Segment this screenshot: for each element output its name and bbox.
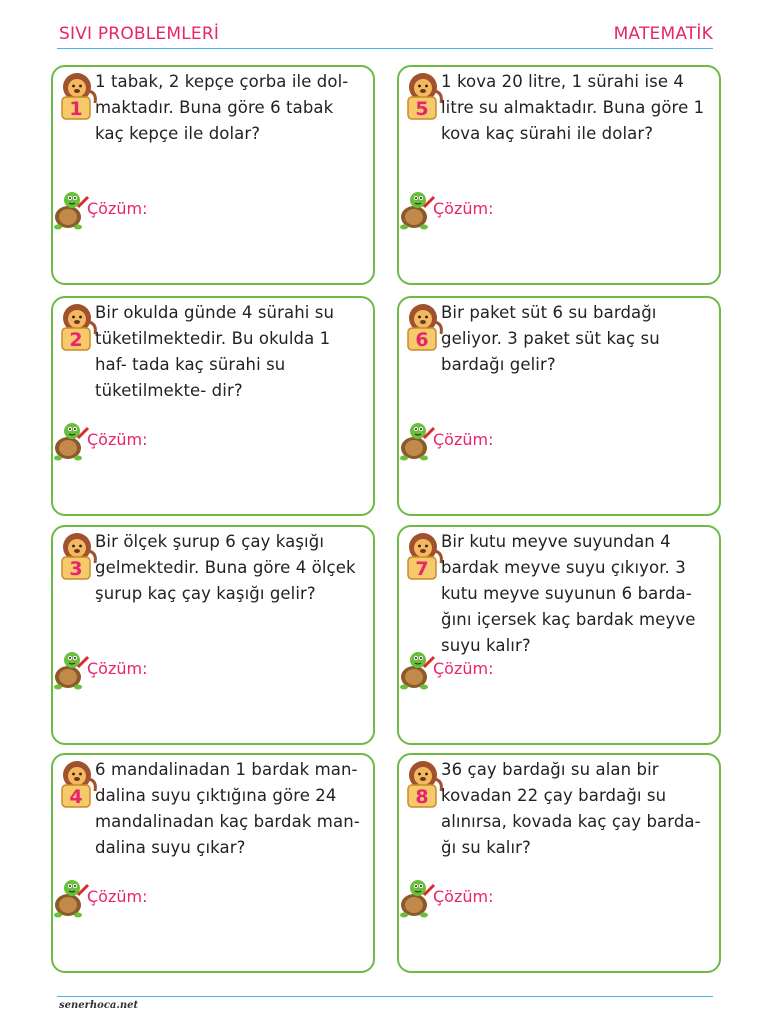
turtle-icon bbox=[50, 420, 90, 464]
problem-number: 2 bbox=[69, 329, 83, 351]
lion-number-icon bbox=[405, 759, 445, 809]
turtle-icon bbox=[396, 189, 436, 233]
lion-number-icon bbox=[405, 531, 445, 581]
header-title: SIVI PROBLEMLERİ bbox=[59, 24, 220, 44]
problem-number: 6 bbox=[415, 329, 429, 351]
turtle-icon bbox=[396, 877, 436, 921]
header-divider bbox=[57, 48, 713, 49]
lion-number-icon bbox=[59, 531, 99, 581]
problem-card bbox=[51, 65, 375, 285]
problem-text: Bir ölçek şurup 6 çay kaşığı gelmektedir. Buna göre 4 ölçek şurup kaç çay kaşığı gelir? bbox=[95, 532, 356, 603]
problem-text: 1 tabak, 2 kepçe çorba ile dol- maktadır. Buna göre 6 tabak kaç kepçe ile dolar? bbox=[95, 72, 349, 143]
footer-divider bbox=[57, 996, 713, 997]
turtle-icon bbox=[50, 877, 90, 921]
lion-number-icon bbox=[59, 302, 99, 352]
problem-text: 36 çay bardağı su alan bir kovadan 22 çay bardağı su alınırsa, kovada kaç çay barda- ğı su kalır? bbox=[441, 760, 701, 857]
footer-site: senerhoca.net bbox=[59, 1000, 139, 1011]
problem-text: 1 kova 20 litre, 1 sürahi ise 4 litre su almaktadır. Buna göre 1 kova kaç sürahi ile dolar? bbox=[441, 72, 705, 143]
header-subject: MATEMATİK bbox=[613, 24, 713, 44]
problem-text: Bir paket süt 6 su bardağı geliyor. 3 paket süt kaç su bardağı gelir? bbox=[441, 303, 660, 374]
problem-card bbox=[397, 296, 721, 516]
turtle-icon bbox=[50, 649, 90, 693]
problem-card bbox=[397, 65, 721, 285]
problem-card bbox=[397, 525, 721, 745]
solution-label: Çözüm: bbox=[87, 659, 148, 678]
problem-number: 3 bbox=[69, 558, 83, 580]
solution-label: Çözüm: bbox=[87, 430, 148, 449]
problem-number: 8 bbox=[415, 786, 429, 808]
problem-card bbox=[51, 525, 375, 745]
solution-label: Çözüm: bbox=[433, 887, 494, 906]
problem-number: 4 bbox=[69, 786, 83, 808]
problem-number: 7 bbox=[415, 558, 429, 580]
solution-label: Çözüm: bbox=[433, 430, 494, 449]
turtle-icon bbox=[396, 420, 436, 464]
problem-number: 1 bbox=[69, 98, 83, 120]
lion-number-icon bbox=[59, 759, 99, 809]
problem-card bbox=[51, 296, 375, 516]
lion-number-icon bbox=[59, 71, 99, 121]
problem-card bbox=[397, 753, 721, 973]
solution-label: Çözüm: bbox=[87, 887, 148, 906]
lion-number-icon bbox=[405, 71, 445, 121]
problem-text: Bir kutu meyve suyundan 4 bardak meyve suyu çıkıyor. 3 kutu meyve suyunun 6 barda- ğını içersek kaç bardak meyve suyu kalır? bbox=[441, 532, 696, 655]
problem-number: 5 bbox=[415, 98, 429, 120]
lion-number-icon bbox=[405, 302, 445, 352]
turtle-icon bbox=[50, 189, 90, 233]
problem-text: Bir okulda günde 4 sürahi su tüketilmektedir. Bu okulda 1 haf- tada kaç sürahi su tüketilmekte- dir? bbox=[95, 303, 335, 400]
problem-card bbox=[51, 753, 375, 973]
turtle-icon bbox=[396, 649, 436, 693]
solution-label: Çözüm: bbox=[433, 659, 494, 678]
solution-label: Çözüm: bbox=[87, 199, 148, 218]
solution-label: Çözüm: bbox=[433, 199, 494, 218]
problem-text: 6 mandalinadan 1 bardak man- dalina suyu çıktığına göre 24 mandalinadan kaç bardak man- dalina suyu çıkar? bbox=[95, 760, 360, 857]
